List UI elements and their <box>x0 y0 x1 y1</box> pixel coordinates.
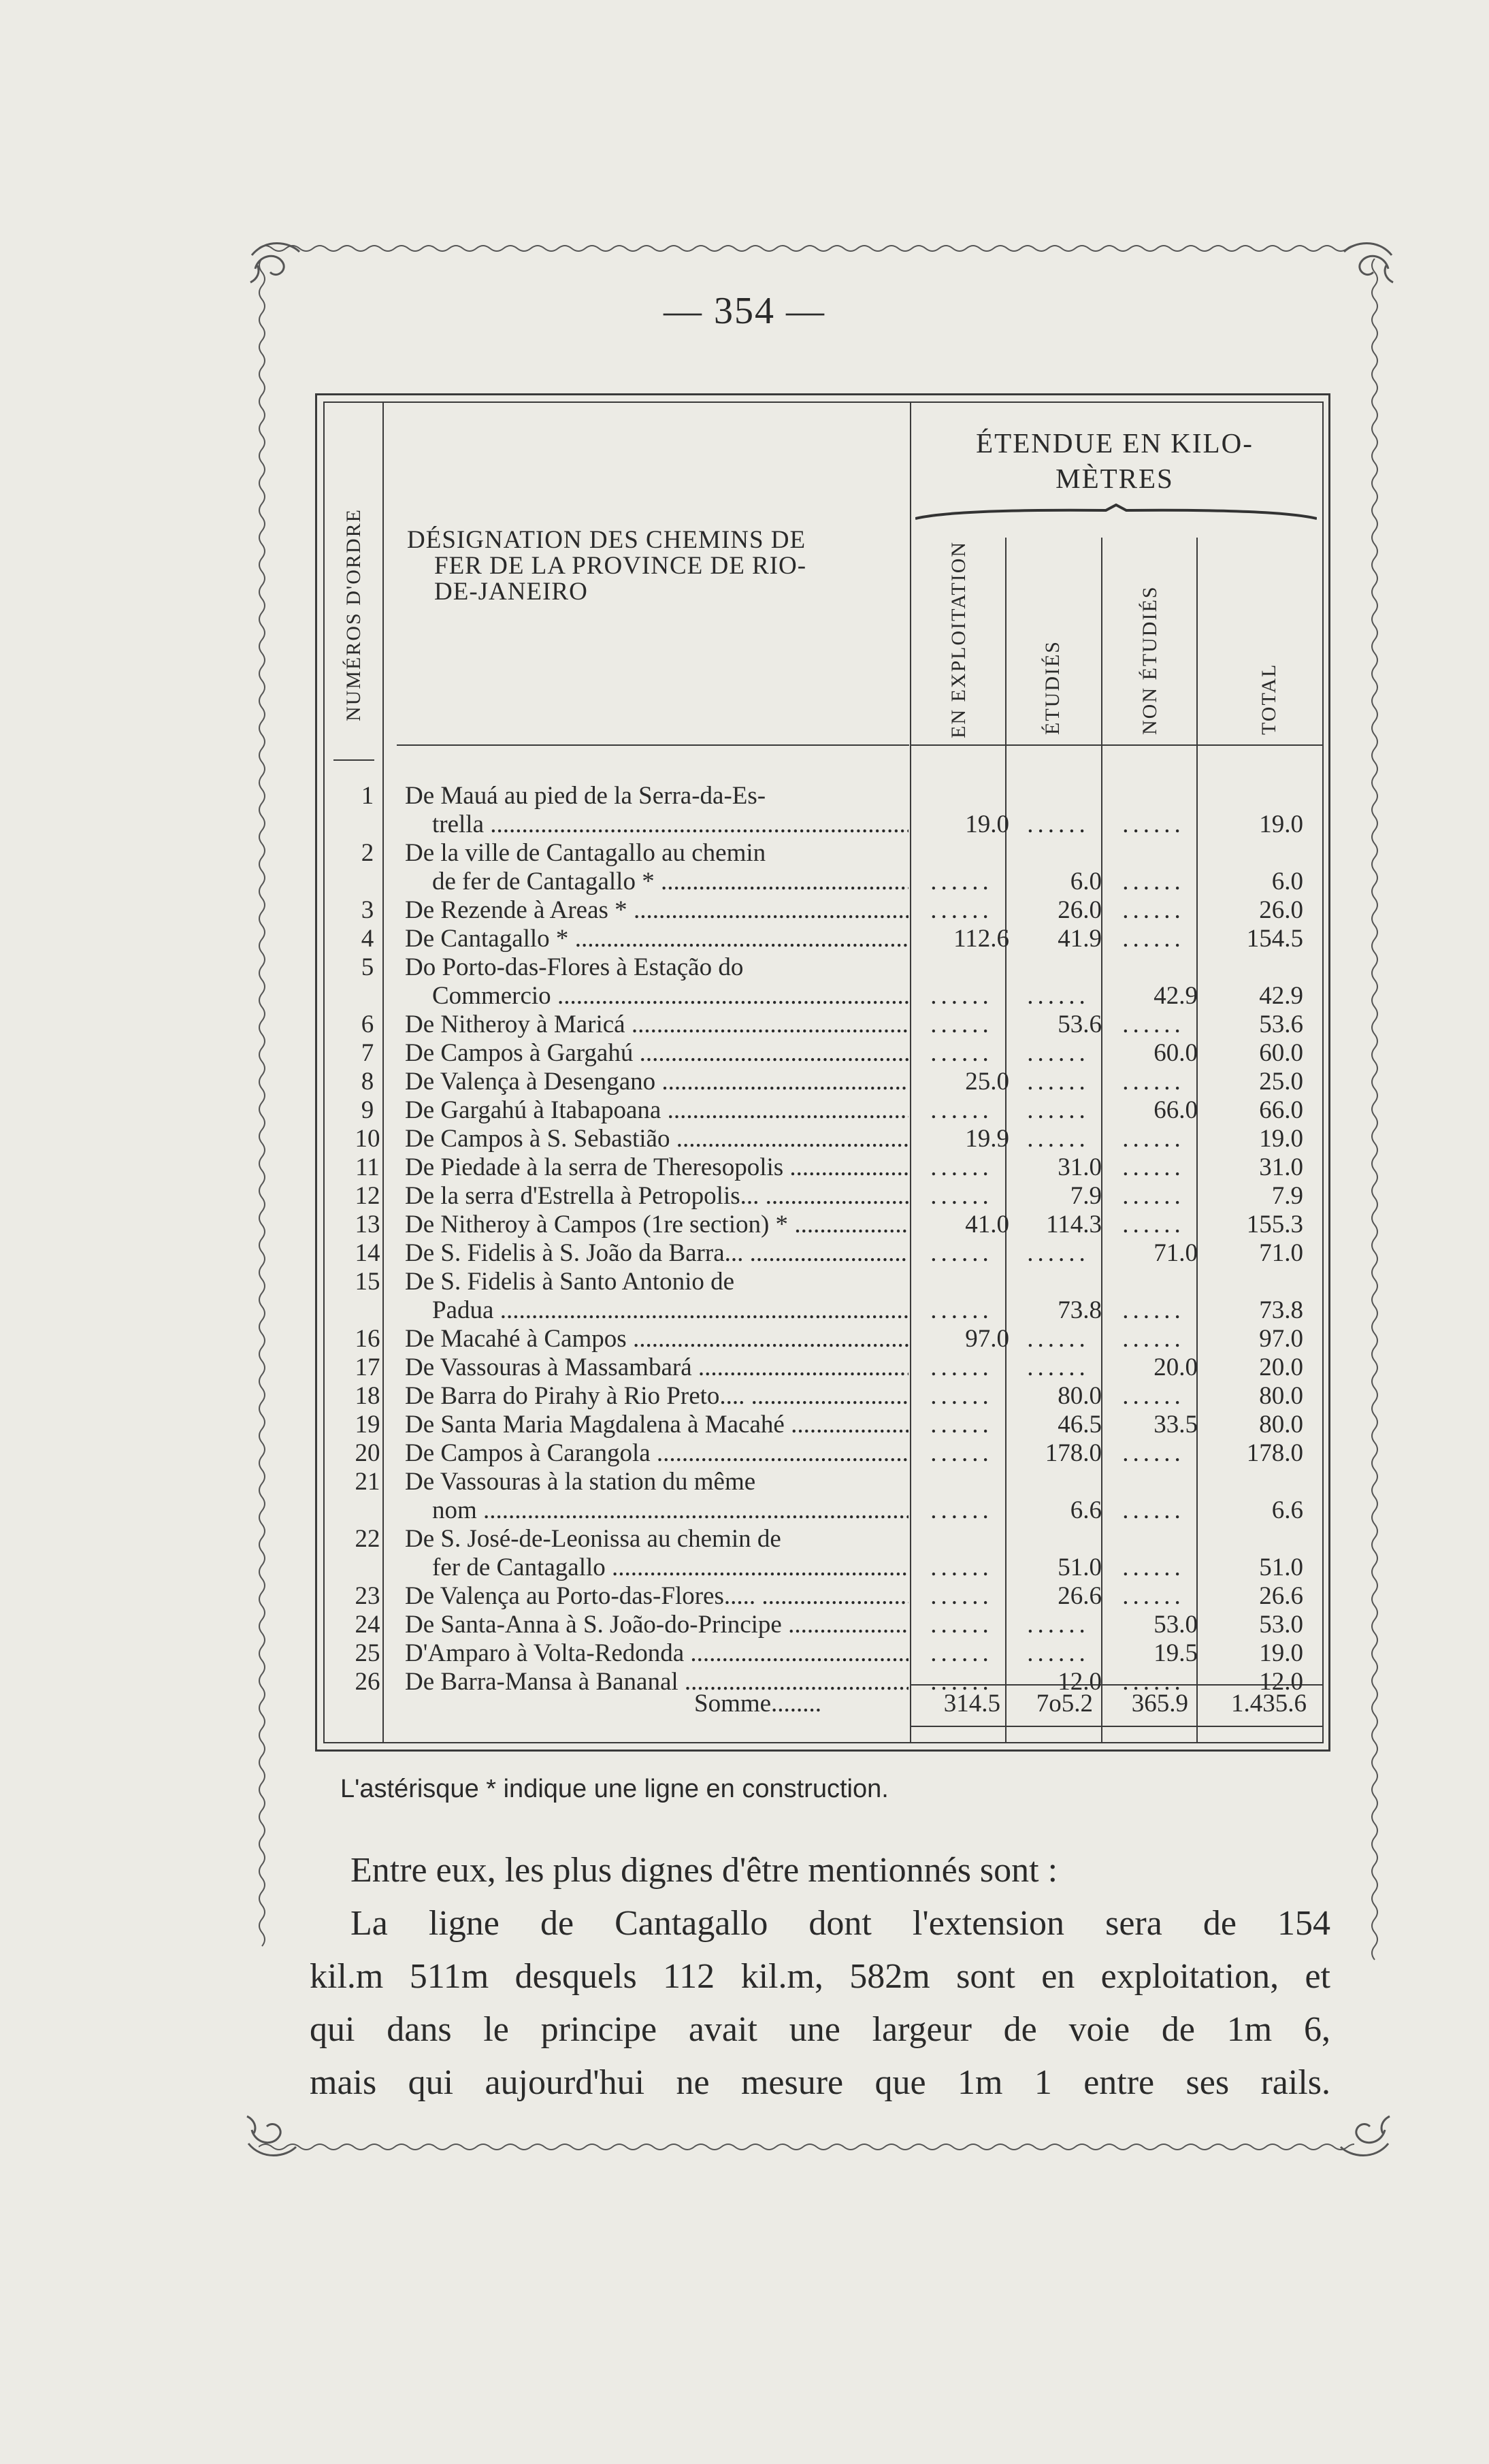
row-number: 10 <box>355 1125 380 1153</box>
table-row <box>323 1210 1324 1238</box>
header-rule <box>397 744 909 746</box>
cell-etudies: 80.0 <box>1058 1382 1102 1410</box>
table-row <box>323 1467 1324 1524</box>
cell-etudies: 114.3 <box>1046 1211 1102 1238</box>
leader-dots: ...... <box>930 1582 993 1610</box>
cell-total: 20.0 <box>1259 1353 1303 1381</box>
cell-exploitation: 112.6 <box>953 925 1009 953</box>
table-row <box>323 1353 1324 1381</box>
row-number: 5 <box>361 953 374 981</box>
row-number: 25 <box>355 1639 380 1667</box>
row-number: 21 <box>355 1468 380 1496</box>
leader-dots: ...... <box>1122 1382 1185 1410</box>
cell-etudies: 41.9 <box>1058 925 1102 953</box>
row-number: 22 <box>355 1525 380 1553</box>
leader-dots: ...... <box>930 1239 993 1267</box>
leader-dots: ...... <box>1122 1153 1185 1181</box>
leader-dots: ...... <box>1122 1554 1185 1581</box>
leader-dots: ...... <box>1122 810 1185 838</box>
row-number: 26 <box>355 1668 380 1696</box>
row-designation: De Campos à Gargahú ..... <box>405 1038 909 1068</box>
table-row <box>323 1153 1324 1181</box>
cell-total: 155.3 <box>1246 1211 1303 1238</box>
corner-ornament-icon <box>238 235 313 296</box>
header-non-etudies: NON ÉTUDIÉS <box>1139 585 1161 735</box>
row-number: 4 <box>361 925 374 953</box>
leader-dots: ...... <box>930 1496 993 1524</box>
cell-exploitation: 41.0 <box>965 1211 1009 1238</box>
header-rule <box>333 759 374 761</box>
cell-non-etudies: 20.0 <box>1153 1353 1198 1381</box>
header-designation-line: DÉSIGNATION DES CHEMINS DE <box>407 526 806 554</box>
row-designation: De Campos à Carangola ..... <box>405 1439 909 1468</box>
leader-dots: ...... <box>1122 1182 1185 1210</box>
paragraph-line: mais qui aujourd'hui ne mesure que 1m 1 entre ses rails. <box>310 2063 1330 2102</box>
leader-dots: ...... <box>1122 1211 1185 1238</box>
row-designation: De Barra do Pirahy à Rio Preto.... ..... <box>405 1381 909 1411</box>
leader-dots: ...... <box>1122 1439 1185 1467</box>
cell-etudies: 12.0 <box>1058 1668 1102 1696</box>
cell-total: 19.0 <box>1259 1125 1303 1153</box>
cell-total: 42.9 <box>1259 982 1303 1010</box>
leader-dots: ...... <box>930 1353 993 1381</box>
row-designation: De Gargahú à Itabapoana ..... <box>405 1096 909 1125</box>
row-designation: De Nitheroy à Maricá ..... <box>405 1010 909 1039</box>
cell-total: 25.0 <box>1259 1068 1303 1096</box>
leader-dots: ...... <box>930 1296 993 1324</box>
row-designation-continued: Padua ..... <box>432 1296 909 1325</box>
cell-total: 26.6 <box>1259 1582 1303 1610</box>
table-row <box>323 1124 1324 1153</box>
body-text <box>310 1844 1330 2109</box>
row-number: 7 <box>361 1039 374 1067</box>
somme-label: Somme........ <box>694 1690 822 1718</box>
leader-dots: ...... <box>930 1182 993 1210</box>
leader-dots: ...... <box>930 982 993 1010</box>
row-designation: De Macahé à Campos ..... <box>405 1324 909 1353</box>
leader-dots: ...... <box>930 1011 993 1038</box>
table-row <box>323 781 1324 838</box>
cell-exploitation: 25.0 <box>965 1068 1009 1096</box>
leader-dots: ...... <box>1122 925 1185 953</box>
cell-total: 80.0 <box>1259 1411 1303 1439</box>
cell-total: 53.0 <box>1259 1611 1303 1639</box>
table-row <box>323 1381 1324 1410</box>
row-number: 11 <box>355 1153 380 1181</box>
leader-dots: ...... <box>930 1439 993 1467</box>
row-number: 16 <box>355 1325 380 1353</box>
cell-etudies: 53.6 <box>1058 1011 1102 1038</box>
row-designation: De Piedade à la serra de Theresopolis ..... <box>405 1153 909 1182</box>
leader-dots: ...... <box>1027 1353 1090 1381</box>
somme-etudies: 7o5.2 <box>1036 1690 1093 1718</box>
row-designation-continued: de fer de Cantagallo * ..... <box>432 867 909 896</box>
ornamental-border-top <box>259 235 1354 262</box>
leader-dots: ...... <box>930 1411 993 1439</box>
row-number: 17 <box>355 1353 380 1381</box>
cell-total: 7.9 <box>1271 1182 1303 1210</box>
cell-total: 60.0 <box>1259 1039 1303 1067</box>
table-row <box>323 1267 1324 1324</box>
page-number: — 354 — <box>664 290 825 332</box>
cell-etudies: 178.0 <box>1045 1439 1102 1467</box>
row-designation-continued: trella ..... <box>432 810 909 839</box>
leader-dots: ...... <box>930 1611 993 1639</box>
cell-etudies: 6.0 <box>1070 868 1102 896</box>
row-number: 3 <box>361 896 374 924</box>
leader-dots: ...... <box>1122 1582 1185 1610</box>
corner-ornament-icon <box>1330 235 1405 296</box>
leader-dots: ...... <box>930 1039 993 1067</box>
ornamental-border-left <box>252 259 272 2137</box>
table-row <box>323 1639 1324 1667</box>
brace-icon <box>915 504 1317 531</box>
row-designation: De Mauá au pied de la Serra-da-Es- <box>405 782 766 810</box>
cell-total: 178.0 <box>1246 1439 1303 1467</box>
table-row <box>323 1038 1324 1067</box>
cell-non-etudies: 53.0 <box>1153 1611 1198 1639</box>
table-row <box>323 1410 1324 1439</box>
cell-non-etudies: 71.0 <box>1153 1239 1198 1267</box>
row-number: 14 <box>355 1239 380 1267</box>
table-row <box>323 1238 1324 1267</box>
leader-dots: ...... <box>1027 1125 1090 1153</box>
row-designation: De S. Fidelis à Santo Antonio de <box>405 1268 735 1296</box>
corner-ornament-icon <box>1327 2103 1402 2164</box>
header-designation <box>407 527 904 605</box>
cell-total: 66.0 <box>1259 1096 1303 1124</box>
row-designation: De S. José-de-Leonissa au chemin de <box>405 1525 781 1553</box>
row-number: 9 <box>361 1096 374 1124</box>
cell-total: 53.6 <box>1259 1011 1303 1038</box>
footnote: L'astérisque * indique une ligne en construction. <box>340 1775 889 1803</box>
cell-etudies: 46.5 <box>1058 1411 1102 1439</box>
cell-etudies: 73.8 <box>1058 1296 1102 1324</box>
table-row <box>323 1524 1324 1581</box>
leader-dots: ...... <box>1122 1011 1185 1038</box>
leader-dots: ...... <box>1027 1039 1090 1067</box>
cell-total: 97.0 <box>1259 1325 1303 1353</box>
cell-total: 154.5 <box>1246 925 1303 953</box>
somme-exploitation: 314.5 <box>943 1690 1000 1718</box>
table-row <box>323 838 1324 896</box>
row-number: 20 <box>355 1439 380 1467</box>
paragraph: Entre eux, les plus dignes d'être mentionnés sont : <box>350 1851 1058 1890</box>
paragraph-line: kil.m 511m desquels 112 kil.m, 582m sont en exploitation, et <box>310 1957 1330 1996</box>
row-designation: De Barra-Mansa à Bananal ..... <box>405 1667 909 1696</box>
row-designation: De Vassouras à la station du même <box>405 1468 756 1496</box>
leader-dots: ...... <box>1122 1296 1185 1324</box>
header-etudies: ÉTUDIÉS <box>1041 640 1064 735</box>
cell-exploitation: 19.0 <box>965 810 1009 838</box>
row-designation: De Santa-Anna à S. João-do-Principe ..... <box>405 1610 909 1639</box>
cell-total: 51.0 <box>1259 1554 1303 1581</box>
cell-non-etudies: 42.9 <box>1153 982 1198 1010</box>
cell-total: 6.6 <box>1271 1496 1303 1524</box>
leader-dots: ...... <box>1027 1639 1090 1667</box>
leader-dots: ...... <box>930 1554 993 1581</box>
row-number: 1 <box>361 782 374 810</box>
header-rule <box>910 744 1324 746</box>
leader-dots: ...... <box>1122 1325 1185 1353</box>
cell-non-etudies: 66.0 <box>1153 1096 1198 1124</box>
sum-rule <box>910 1726 1324 1727</box>
row-designation: Do Porto-das-Flores à Estação do <box>405 953 744 981</box>
cell-total: 31.0 <box>1259 1153 1303 1181</box>
somme-total: 1.435.6 <box>1231 1690 1307 1718</box>
leader-dots: ...... <box>1122 1496 1185 1524</box>
cell-exploitation: 19.9 <box>965 1125 1009 1153</box>
table-row <box>323 953 1324 1010</box>
cell-total: 6.0 <box>1271 868 1303 896</box>
cell-total: 71.0 <box>1259 1239 1303 1267</box>
row-number: 12 <box>355 1182 380 1210</box>
cell-exploitation: 97.0 <box>965 1325 1009 1353</box>
leader-dots: ...... <box>930 1153 993 1181</box>
row-number: 8 <box>361 1068 374 1096</box>
row-number: 2 <box>361 839 374 867</box>
header-en-exploitation: EN EXPLOITATION <box>947 540 970 738</box>
leader-dots: ...... <box>930 1096 993 1124</box>
cell-etudies: 6.6 <box>1070 1496 1102 1524</box>
header-designation-line: FER DE LA PROVINCE DE RIO- <box>434 552 807 580</box>
row-designation: De la ville de Cantagallo au chemin <box>405 839 766 867</box>
header-total: TOTAL <box>1258 663 1280 735</box>
row-designation-continued: fer de Cantagallo ..... <box>432 1553 909 1582</box>
row-designation-continued: Commercio ..... <box>432 981 909 1011</box>
row-designation: De S. Fidelis à S. João da Barra... ..... <box>405 1238 909 1268</box>
corner-ornament-icon <box>235 2103 310 2164</box>
table-row <box>323 1439 1324 1467</box>
row-number: 24 <box>355 1611 380 1639</box>
cell-etudies: 31.0 <box>1058 1153 1102 1181</box>
cell-total: 80.0 <box>1259 1382 1303 1410</box>
leader-dots: ...... <box>1027 810 1090 838</box>
cell-etudies: 7.9 <box>1070 1182 1102 1210</box>
row-designation: De Santa Maria Magdalena à Macahé ..... <box>405 1410 909 1439</box>
row-designation: De Campos à S. Sebastião ..... <box>405 1124 909 1153</box>
leader-dots: ...... <box>1027 1096 1090 1124</box>
paragraph-line: qui dans le principe avait une largeur de voie de 1m 6, <box>310 2010 1330 2049</box>
leader-dots: ...... <box>1122 1068 1185 1096</box>
cell-non-etudies: 33.5 <box>1153 1411 1198 1439</box>
somme-non-etudies: 365.9 <box>1131 1690 1188 1718</box>
cell-total: 12.0 <box>1259 1668 1303 1696</box>
row-designation-continued: nom ..... <box>432 1496 909 1525</box>
leader-dots: ...... <box>1027 982 1090 1010</box>
cell-total: 26.0 <box>1259 896 1303 924</box>
table-row <box>323 1581 1324 1610</box>
row-designation: D'Amparo à Volta-Redonda ..... <box>405 1639 909 1668</box>
leader-dots: ...... <box>930 1639 993 1667</box>
table-row <box>323 924 1324 953</box>
row-designation: De la serra d'Estrella à Petropolis... ..... <box>405 1181 909 1211</box>
row-number: 13 <box>355 1211 380 1238</box>
cell-etudies: 26.0 <box>1058 896 1102 924</box>
cell-etudies: 51.0 <box>1058 1554 1102 1581</box>
leader-dots: ...... <box>1027 1239 1090 1267</box>
leader-dots: ...... <box>1027 1068 1090 1096</box>
leader-dots: ...... <box>930 896 993 924</box>
row-number: 18 <box>355 1382 380 1410</box>
row-number: 23 <box>355 1582 380 1610</box>
table-row <box>323 1181 1324 1210</box>
cell-total: 73.8 <box>1259 1296 1303 1324</box>
leader-dots: ...... <box>1122 896 1185 924</box>
leader-dots: ...... <box>1027 1325 1090 1353</box>
header-etendue <box>911 425 1319 496</box>
paragraph-line: La ligne de Cantagallo dont l'extension sera de 154 <box>350 1904 1330 1943</box>
leader-dots: ...... <box>930 868 993 896</box>
row-designation: De Vassouras à Massambará ..... <box>405 1353 909 1382</box>
row-designation: De Valença au Porto-das-Flores..... ..... <box>405 1581 909 1611</box>
table-row <box>323 1610 1324 1639</box>
row-number: 6 <box>361 1011 374 1038</box>
leader-dots: ...... <box>930 1668 993 1696</box>
ornamental-border-right <box>1364 259 1385 2137</box>
row-number: 19 <box>355 1411 380 1439</box>
row-designation: De Cantagallo * ..... <box>405 924 909 953</box>
row-designation: De Valença à Desengano ..... <box>405 1067 909 1096</box>
row-designation: De Nitheroy à Campos (1re section) * ..... <box>405 1210 909 1239</box>
cell-non-etudies: 19.5 <box>1153 1639 1198 1667</box>
cell-total: 19.0 <box>1259 1639 1303 1667</box>
table-row <box>323 1324 1324 1353</box>
header-designation-line: DE-JANEIRO <box>434 578 588 606</box>
header-numeros-dordre: NUMÉROS D'ORDRE <box>342 508 365 721</box>
ornamental-border-bottom <box>259 2133 1354 2161</box>
leader-dots: ...... <box>1122 1125 1185 1153</box>
cell-non-etudies: 60.0 <box>1153 1039 1198 1067</box>
row-number: 15 <box>355 1268 380 1296</box>
cell-total: 19.0 <box>1259 810 1303 838</box>
cell-etudies: 26.6 <box>1058 1582 1102 1610</box>
table-row <box>323 1096 1324 1124</box>
header-etendue-line: ÉTENDUE EN KILO- <box>976 427 1254 459</box>
table-row <box>323 1010 1324 1038</box>
leader-dots: ...... <box>1122 1668 1185 1696</box>
table-row <box>323 1067 1324 1096</box>
row-designation: De Rezende à Areas * ..... <box>405 896 909 925</box>
table-row <box>323 896 1324 924</box>
leader-dots: ...... <box>1122 868 1185 896</box>
header-etendue-line: MÈTRES <box>1056 463 1174 494</box>
leader-dots: ...... <box>930 1382 993 1410</box>
leader-dots: ...... <box>1027 1611 1090 1639</box>
